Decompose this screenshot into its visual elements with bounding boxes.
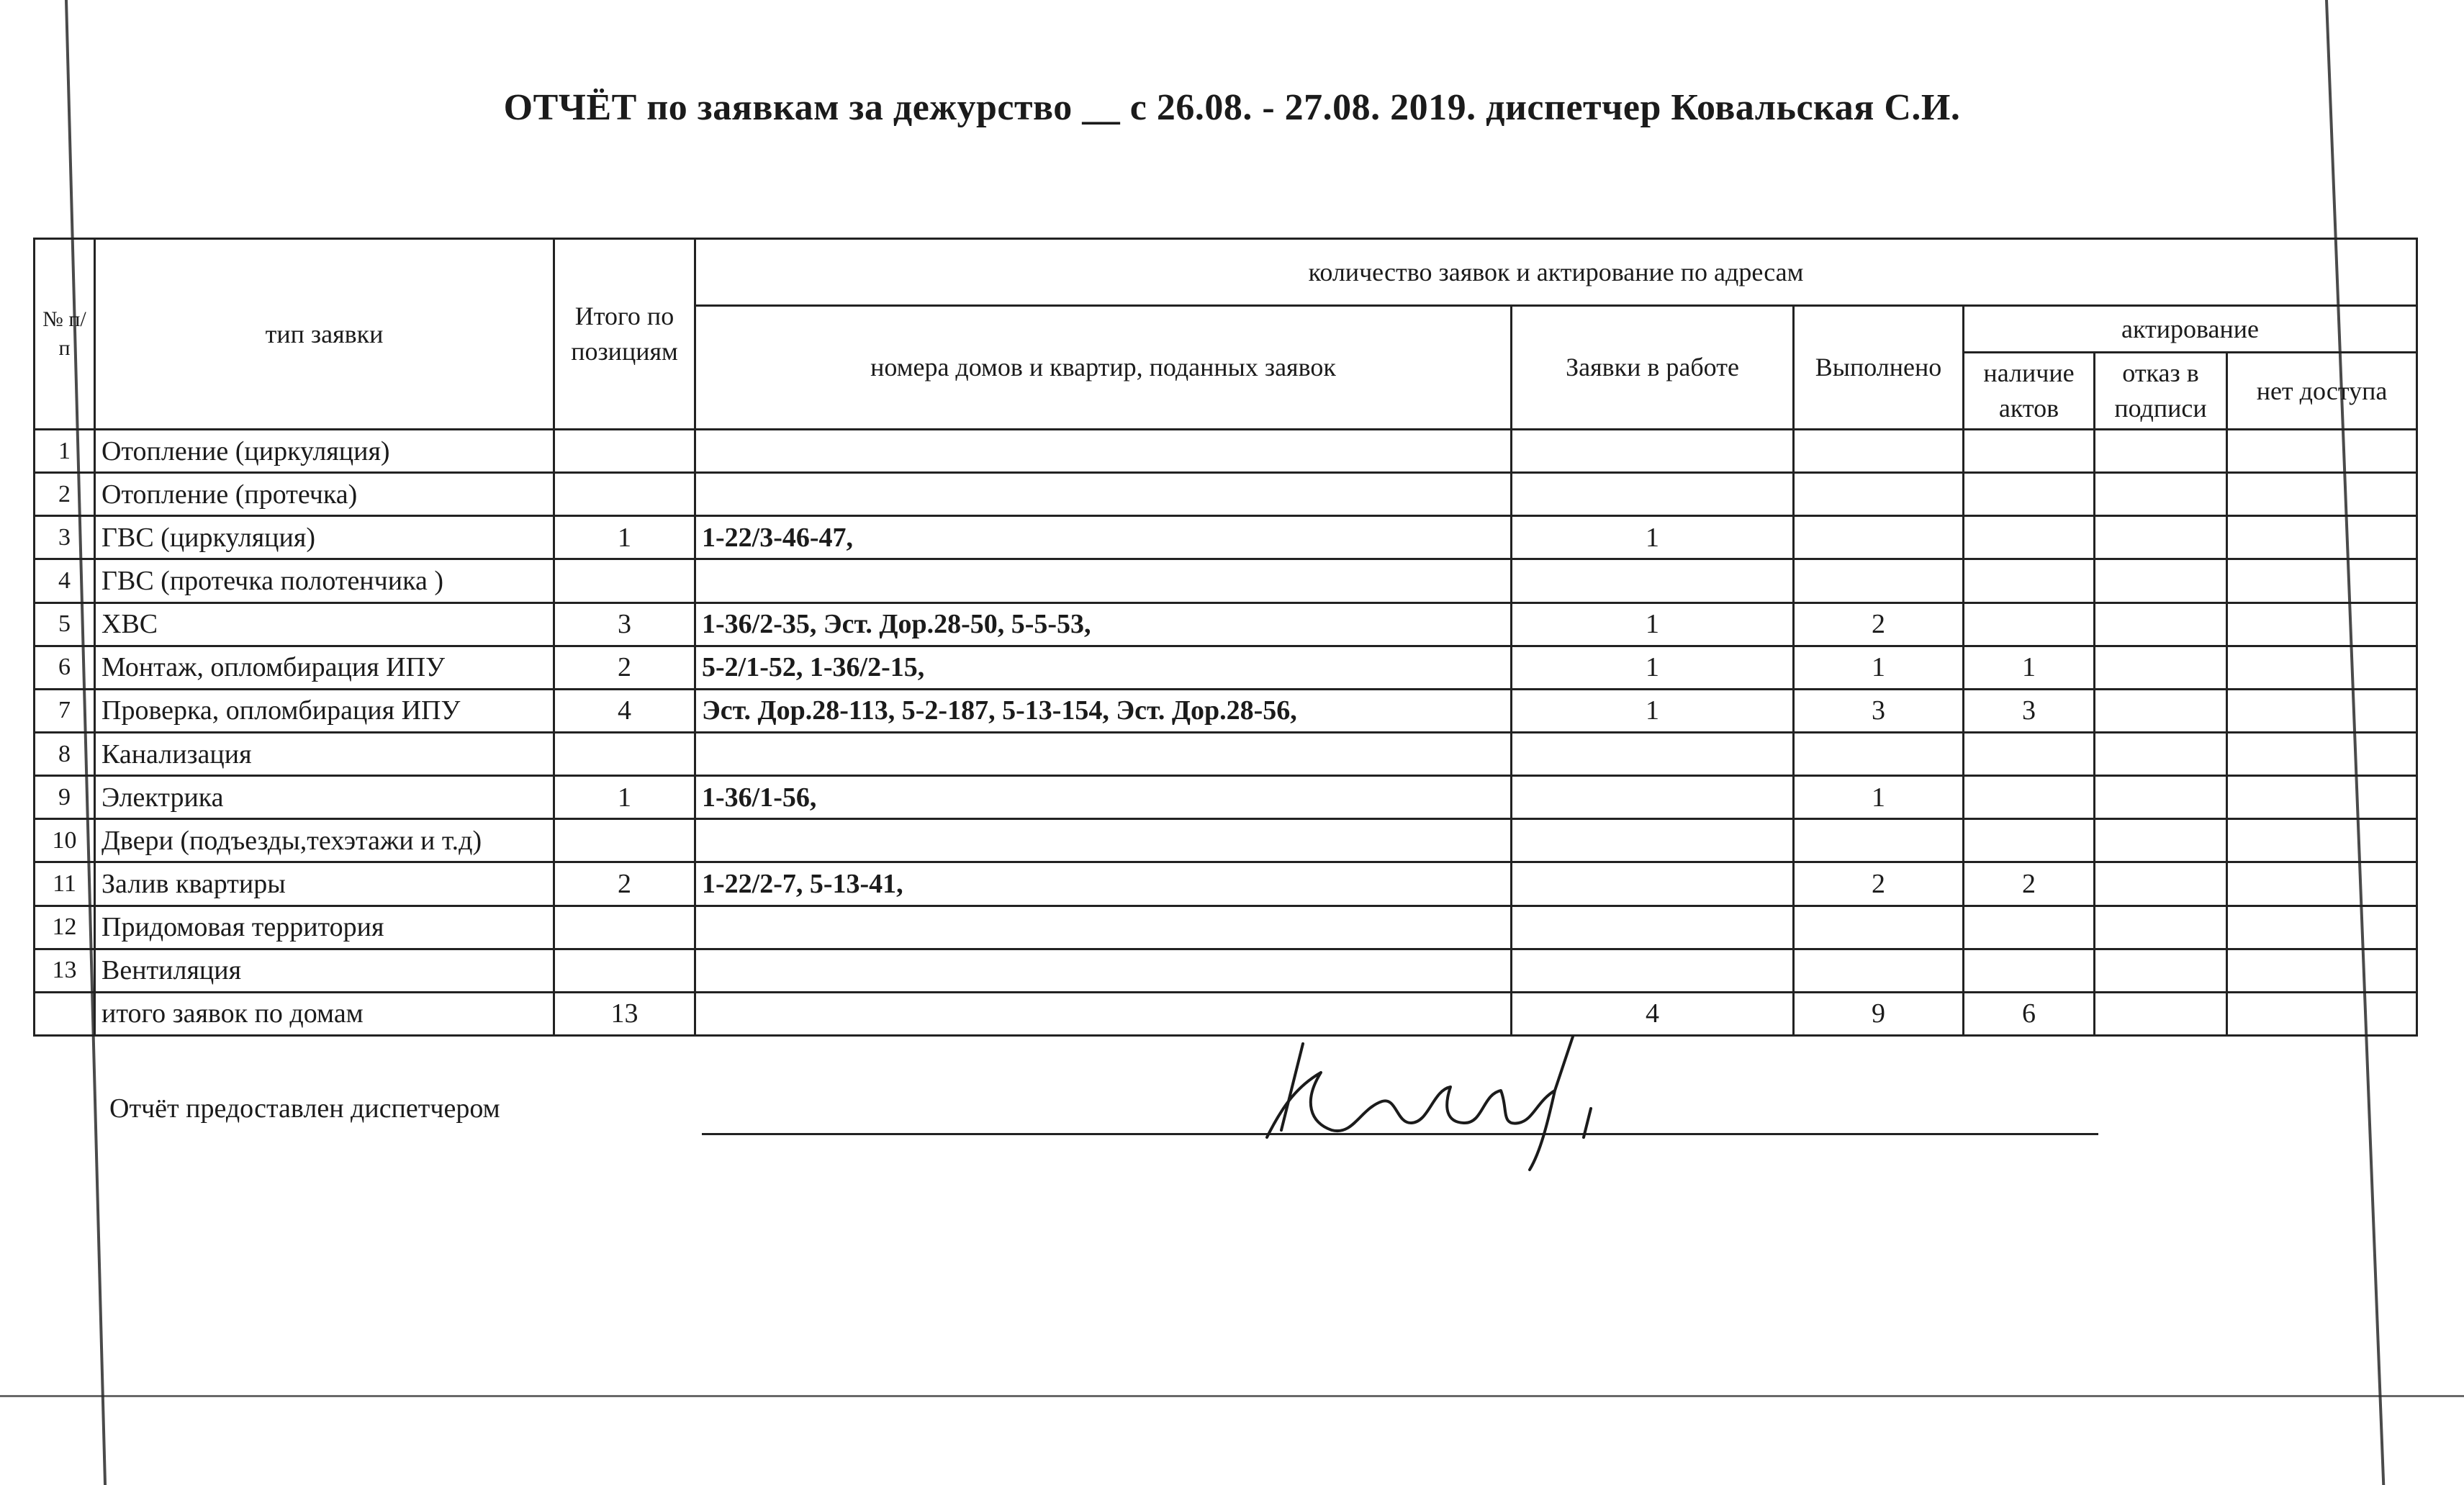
cell-total — [554, 473, 695, 516]
cell-num: 9 — [35, 776, 95, 819]
cell-addresses — [695, 559, 1512, 602]
cell-refusal — [2095, 473, 2227, 516]
cell-no-access — [2227, 776, 2417, 819]
cell-type: Вентиляция — [95, 949, 554, 992]
cell-no-access — [2227, 732, 2417, 775]
cell-num: 4 — [35, 559, 95, 602]
cell-addresses: 5-2/1-52, 1-36/2-15, — [695, 646, 1512, 689]
table-row — [35, 473, 2417, 516]
cell-acts — [1964, 906, 2095, 949]
cell-no-access — [2227, 689, 2417, 732]
cell-done — [1794, 819, 1964, 862]
cell-done: 2 — [1794, 862, 1964, 906]
cell-total — [554, 559, 695, 602]
table-row — [35, 732, 2417, 775]
cell-type: Монтаж, опломбирация ИПУ — [95, 646, 554, 689]
cell-no-access — [2227, 516, 2417, 559]
cell-acts — [1964, 819, 2095, 862]
totals-done: 9 — [1794, 992, 1964, 1035]
cell-no-access — [2227, 473, 2417, 516]
cell-refusal — [2095, 516, 2227, 559]
cell-num: 12 — [35, 906, 95, 949]
totals-in-work: 4 — [1512, 992, 1794, 1035]
cell-refusal — [2095, 906, 2227, 949]
cell-acts — [1964, 430, 2095, 473]
cell-refusal — [2095, 949, 2227, 992]
cell-in-work — [1512, 732, 1794, 775]
cell-type: ГВС (протечка полотенчика ) — [95, 559, 554, 602]
header-group: количество заявок и актирование по адресам — [695, 239, 2417, 306]
table-header — [35, 239, 2417, 430]
cell-in-work — [1512, 776, 1794, 819]
cell-addresses: 1-36/2-35, Эст. Дор.28-50, 5-5-53, — [695, 602, 1512, 646]
cell-acts — [1964, 473, 2095, 516]
cell-num: 13 — [35, 949, 95, 992]
totals-label: итого заявок по домам — [95, 992, 554, 1035]
header-addresses: номера домов и квартир, поданных заявок — [695, 306, 1512, 430]
cell-type: ГВС (циркуляция) — [95, 516, 554, 559]
table-row — [35, 862, 2417, 906]
cell-addresses: 1-36/1-56, — [695, 776, 1512, 819]
cell-no-access — [2227, 862, 2417, 906]
cell-total: 4 — [554, 689, 695, 732]
cell-in-work — [1512, 559, 1794, 602]
cell-total: 2 — [554, 862, 695, 906]
cell-addresses — [695, 430, 1512, 473]
cell-no-access — [2227, 602, 2417, 646]
cell-total — [554, 819, 695, 862]
totals-row — [35, 992, 2417, 1035]
header-done: Выполнено — [1794, 306, 1964, 430]
cell-in-work — [1512, 906, 1794, 949]
table-row — [35, 602, 2417, 646]
cell-num: 3 — [35, 516, 95, 559]
cell-total — [554, 430, 695, 473]
table-body — [35, 430, 2417, 1036]
cell-done — [1794, 559, 1964, 602]
table-row — [35, 646, 2417, 689]
cell-done: 3 — [1794, 689, 1964, 732]
table-row — [35, 949, 2417, 992]
cell-done — [1794, 430, 1964, 473]
cell-no-access — [2227, 646, 2417, 689]
cell-acts — [1964, 559, 2095, 602]
cell-acts: 1 — [1964, 646, 2095, 689]
footer-label: Отчёт предоставлен диспетчером — [109, 1093, 500, 1124]
header-acts: наличие актов — [1964, 353, 2095, 430]
cell-num: 1 — [35, 430, 95, 473]
handwritten-signature — [1253, 1022, 1656, 1173]
header-act-group: актирование — [1964, 306, 2417, 353]
cell-refusal — [2095, 646, 2227, 689]
cell-addresses — [695, 949, 1512, 992]
cell-total — [554, 906, 695, 949]
cell-refusal — [2095, 776, 2227, 819]
cell-no-access — [2227, 949, 2417, 992]
cell-refusal — [2095, 862, 2227, 906]
cell-acts — [1964, 732, 2095, 775]
page-title: ОТЧЁТ по заявкам за дежурство __ с 26.08. - 27.08. 2019. диспетчер Ковальская С.И. — [503, 87, 1961, 128]
cell-addresses: Эст. Дор.28-113, 5-2-187, 5-13-154, Эст. Дор.28-56, — [695, 689, 1512, 732]
cell-num: 6 — [35, 646, 95, 689]
table-row — [35, 516, 2417, 559]
cell-num: 10 — [35, 819, 95, 862]
cell-refusal — [2095, 430, 2227, 473]
cell-num: 11 — [35, 862, 95, 906]
cell-done: 1 — [1794, 646, 1964, 689]
table-row — [35, 776, 2417, 819]
cell-refusal — [2095, 559, 2227, 602]
totals-acts: 6 — [1964, 992, 2095, 1035]
totals-refusal — [2095, 992, 2227, 1035]
cell-in-work — [1512, 949, 1794, 992]
report-table — [33, 238, 2418, 1037]
cell-in-work: 1 — [1512, 516, 1794, 559]
cell-type: Придомовая территория — [95, 906, 554, 949]
cell-total: 1 — [554, 516, 695, 559]
cell-done — [1794, 516, 1964, 559]
totals-num — [35, 992, 95, 1035]
cell-done: 2 — [1794, 602, 1964, 646]
cell-addresses: 1-22/2-7, 5-13-41, — [695, 862, 1512, 906]
cell-num: 7 — [35, 689, 95, 732]
cell-type: ХВС — [95, 602, 554, 646]
header-total: Итого по позициям — [554, 239, 695, 430]
header-refusal: отказ в подписи — [2095, 353, 2227, 430]
cell-in-work — [1512, 473, 1794, 516]
cell-total: 1 — [554, 776, 695, 819]
cell-no-access — [2227, 819, 2417, 862]
cell-addresses — [695, 732, 1512, 775]
table-row — [35, 559, 2417, 602]
table-row — [35, 906, 2417, 949]
cell-type: Отопление (протечка) — [95, 473, 554, 516]
cell-addresses — [695, 906, 1512, 949]
cell-no-access — [2227, 559, 2417, 602]
cell-in-work — [1512, 430, 1794, 473]
cell-acts — [1964, 776, 2095, 819]
table-row — [35, 689, 2417, 732]
cell-total — [554, 949, 695, 992]
cell-acts: 2 — [1964, 862, 2095, 906]
cell-addresses: 1-22/3-46-47, — [695, 516, 1512, 559]
cell-total: 2 — [554, 646, 695, 689]
header-in-work: Заявки в работе — [1512, 306, 1794, 430]
cell-no-access — [2227, 906, 2417, 949]
cell-done — [1794, 473, 1964, 516]
cell-in-work: 1 — [1512, 602, 1794, 646]
cell-acts: 3 — [1964, 689, 2095, 732]
cell-type: Отопление (циркуляция) — [95, 430, 554, 473]
cell-addresses — [695, 819, 1512, 862]
cell-in-work — [1512, 862, 1794, 906]
cell-acts — [1964, 949, 2095, 992]
cell-in-work: 1 — [1512, 689, 1794, 732]
cell-type: Электрика — [95, 776, 554, 819]
cell-acts — [1964, 602, 2095, 646]
cell-num: 5 — [35, 602, 95, 646]
cell-acts — [1964, 516, 2095, 559]
table-row — [35, 430, 2417, 473]
totals-total: 13 — [554, 992, 695, 1035]
cell-done — [1794, 949, 1964, 992]
table-row — [35, 819, 2417, 862]
cell-total: 3 — [554, 602, 695, 646]
totals-no-access — [2227, 992, 2417, 1035]
header-no-access: нет доступа — [2227, 353, 2417, 430]
cell-done: 1 — [1794, 776, 1964, 819]
cell-refusal — [2095, 602, 2227, 646]
cell-type: Проверка, опломбирация ИПУ — [95, 689, 554, 732]
cell-num: 2 — [35, 473, 95, 516]
cell-done — [1794, 732, 1964, 775]
cell-total — [554, 732, 695, 775]
header-type: тип заявки — [95, 239, 554, 430]
scan-edge-bottom — [0, 1395, 2464, 1397]
cell-type: Двери (подъезды,техэтажи и т.д) — [95, 819, 554, 862]
cell-type: Залив квартиры — [95, 862, 554, 906]
cell-refusal — [2095, 689, 2227, 732]
cell-in-work — [1512, 819, 1794, 862]
cell-refusal — [2095, 732, 2227, 775]
cell-addresses — [695, 473, 1512, 516]
cell-num: 8 — [35, 732, 95, 775]
cell-in-work: 1 — [1512, 646, 1794, 689]
cell-refusal — [2095, 819, 2227, 862]
cell-type: Канализация — [95, 732, 554, 775]
cell-done — [1794, 906, 1964, 949]
cell-no-access — [2227, 430, 2417, 473]
header-num: № п/п — [35, 239, 95, 430]
